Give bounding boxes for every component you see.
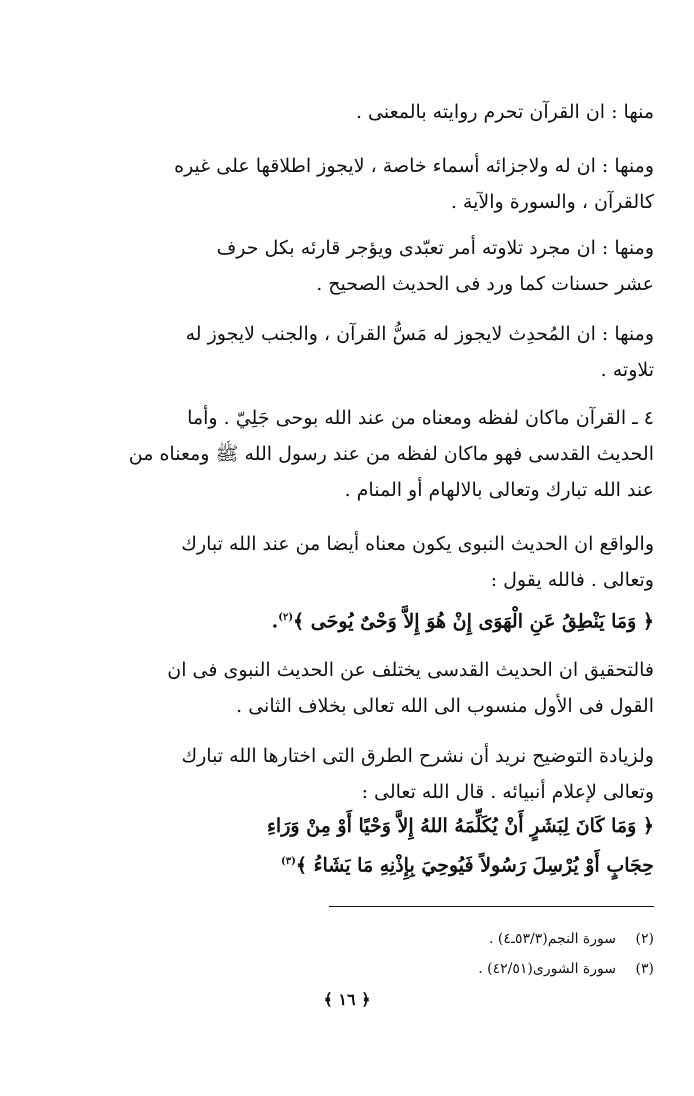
text-line: ﴿ وَمَا كَانَ لِبَشَرٍ أَنْ يُكَلِّمَهُ اللهُ إِلاَّ وَحْيًا أَوْ مِنْ وَرَاءِ [266,815,654,837]
quran-verse-1 [94,600,654,639]
paragraph-4 [94,316,654,388]
footnote-1 [489,928,654,950]
text-line: منها : ان القرآن تحرم روايته بالمعنى . [355,101,654,123]
text-line [94,844,654,883]
text-line: والواقع ان الحديث النبوى يكون معناه أيضا من عند الله تبارك [181,533,654,555]
text-line: ولزيادة التوضيح نريد أن نشرح الطرق التى اختارها الله تبارك [181,745,654,767]
paragraph-1 [94,94,654,130]
text-line: عند الله تبارك وتعالى بالالهام أو المنام . [344,479,654,501]
quran-verse-2 [94,808,654,883]
footnote-number: (٢) [635,931,654,947]
footnote-divider [329,906,654,907]
paragraph-7 [94,652,654,724]
text-line: فالتحقيق ان الحديث القدسى يختلف عن الحديث النبوى فى ان [167,659,654,681]
text-line: كالقرآن ، والسورة والآية . [450,191,654,213]
paragraph-5 [94,400,654,508]
footnote-number: (٣) [635,961,654,977]
footnote-2 [478,958,654,980]
page-number: ﴿ ١٦ ﴾ [323,990,371,1009]
text-line: عشر حسنات كما ورد فى الحديث الصحيح . [316,273,654,295]
text-line: وتعالى . فالله يقول : [490,569,654,591]
text-line: وتعالى لإعلام أنبيائه . قال الله تعالى : [361,781,654,803]
text-line: ﴿ وَمَا يَنْطِقُ عَنِ الْهَوَى إِنْ هُوَ إِلاَّ وَحْىٌ يُوحَى ﴾$^{(٢)}$. [271,610,654,633]
text-line: ومنها : ان المُحدِث لايجوز له مَسُّ القرآن ، والجنب لايجوز له [185,323,654,345]
text-line: تلاوته . [600,359,654,381]
text-line: ومنها : ان مجرد تلاوته أمر تعبّدى ويؤجر قارئه بكل حرف [216,237,654,259]
paragraph-6 [94,526,654,598]
paragraph-2 [94,148,654,220]
paragraph-3 [94,230,654,302]
verse-text: حِجَابٍ أَوْ يُرْسِلَ رَسُولاً فَيُوحِيَ بِإِذْنِهِ مَا يَشَاءُ ﴾ [295,854,654,877]
text-line: الحديث القدسى فهو ماكان لفظه من عند رسول الله ﷺ ومعناه من [128,443,654,465]
text-line: ومنها : ان له ولاجزائه أسماء خاصة ، لايجوز اطلاقها على غيره [174,155,654,177]
footnote-text: سورة الشورى(٤٢/٥١) . [478,961,616,977]
text-line: ٤ ـ القرآن ماكان لفظه ومعناه من عند الله بوحى جَلِيّ . وأما [187,407,654,429]
footnote-ref: (٣) [280,856,296,867]
text-line: القول فى الأول منسوب الى الله تعالى بخلاف الثانى . [236,695,654,717]
footnote-text: سورة النجم(٥٣/٣ـ٤) . [488,931,616,947]
paragraph-8 [94,738,654,810]
verse-text: ﴿ وَمَا يَنْطِقُ عَنِ الْهَوَى إِنْ هُوَ إِلاَّ وَحْىٌ يُوحَى ﴾ [293,610,654,633]
footnote-ref: (٢) [278,612,294,623]
